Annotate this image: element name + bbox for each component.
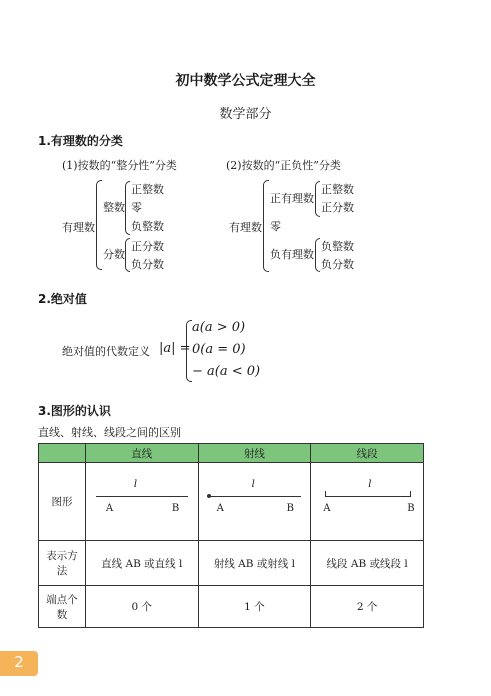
tree-leaf: 零 [131, 201, 142, 214]
section-heading-figures: 3.图形的认识 [38, 404, 111, 418]
brace [315, 238, 320, 272]
brace [315, 181, 320, 217]
segment-figure-cell [311, 463, 424, 541]
segment-name-label: l [368, 478, 372, 490]
definition-label: 绝对值的代数定义 [62, 345, 150, 358]
notation-cell: 直线 AB 或直线 l [85, 541, 198, 586]
segment-tick-a [325, 491, 326, 497]
case-negative: − a(a < 0) [192, 364, 261, 379]
point-b-label: B [407, 502, 415, 514]
point-b-label: B [286, 502, 294, 514]
classification-caption-integer: (1)按数的“整分性”分类 [62, 159, 177, 172]
header-ray: 射线 [198, 444, 311, 463]
row-label: 表示方法 [39, 541, 86, 586]
brace [263, 180, 269, 272]
header-segment: 线段 [311, 444, 424, 463]
absolute-value-expression: |a| = [159, 341, 191, 356]
section-subtitle: 数学部分 [219, 107, 272, 122]
document-title: 初中数学公式定理大全 [175, 73, 316, 89]
segment-line [325, 496, 411, 497]
row-label: 端点个数 [39, 586, 86, 628]
tree-node: 正有理数 [270, 192, 314, 205]
point-a-label: A [105, 502, 114, 514]
tree-leaf: 正分数 [321, 201, 354, 214]
tree-root: 有理数 [229, 221, 262, 234]
notation-cell: 射线 AB 或射线 l [198, 541, 311, 586]
tree-leaf: 负分数 [321, 258, 354, 271]
ray-line [209, 496, 301, 497]
endpoint-count-cell: 2 个 [311, 586, 424, 628]
tree-root: 有理数 [62, 221, 95, 234]
section-heading-rational: 1.有理数的分类 [38, 134, 123, 148]
case-positive: a(a > 0) [192, 320, 246, 335]
ray-figure-cell [198, 463, 311, 541]
line-comparison-table [38, 443, 424, 628]
header-line: 直线 [85, 444, 198, 463]
header-cell [39, 444, 86, 463]
tree-leaf: 正分数 [131, 240, 164, 253]
endpoint-count-cell: 1 个 [198, 586, 311, 628]
endpoint-count-cell: 0 个 [85, 586, 198, 628]
brace [125, 238, 130, 272]
table-row [39, 586, 424, 628]
page-number: 2 [14, 653, 24, 671]
classification-caption-sign: (2)按数的“正负性”分类 [226, 159, 341, 172]
tree-node: 整数 [103, 201, 125, 214]
segment-tick-b [410, 491, 411, 497]
tree-leaf: 负分数 [131, 258, 164, 271]
tree-node: 负有理数 [270, 248, 314, 261]
tree-leaf: 负整数 [131, 220, 164, 233]
table-header-row [39, 444, 424, 463]
line-name-label: l [133, 478, 138, 490]
ray-endpoint [207, 494, 211, 498]
line-figure-cell [85, 463, 198, 541]
tree-leaf: 正整数 [131, 183, 164, 196]
table-row [39, 541, 424, 586]
brace [125, 181, 130, 235]
point-a-label: A [323, 502, 331, 514]
tree-leaf: 正整数 [321, 183, 354, 196]
row-label: 图形 [39, 463, 86, 541]
straight-line [96, 496, 188, 497]
point-b-label: B [171, 502, 180, 514]
brace [96, 180, 102, 270]
point-a-label: A [216, 502, 224, 514]
tree-leaf: 负整数 [321, 240, 354, 253]
table-intro: 直线、射线、线段之间的区别 [38, 426, 181, 439]
tree-node: 分数 [103, 248, 125, 261]
section-heading-absolute-value: 2.绝对值 [38, 292, 87, 306]
table-row [39, 463, 424, 541]
tree-node: 零 [270, 220, 281, 233]
case-zero: 0(a = 0) [192, 342, 246, 357]
ray-name-label: l [251, 478, 255, 490]
notation-cell: 线段 AB 或线段 l [311, 541, 424, 586]
